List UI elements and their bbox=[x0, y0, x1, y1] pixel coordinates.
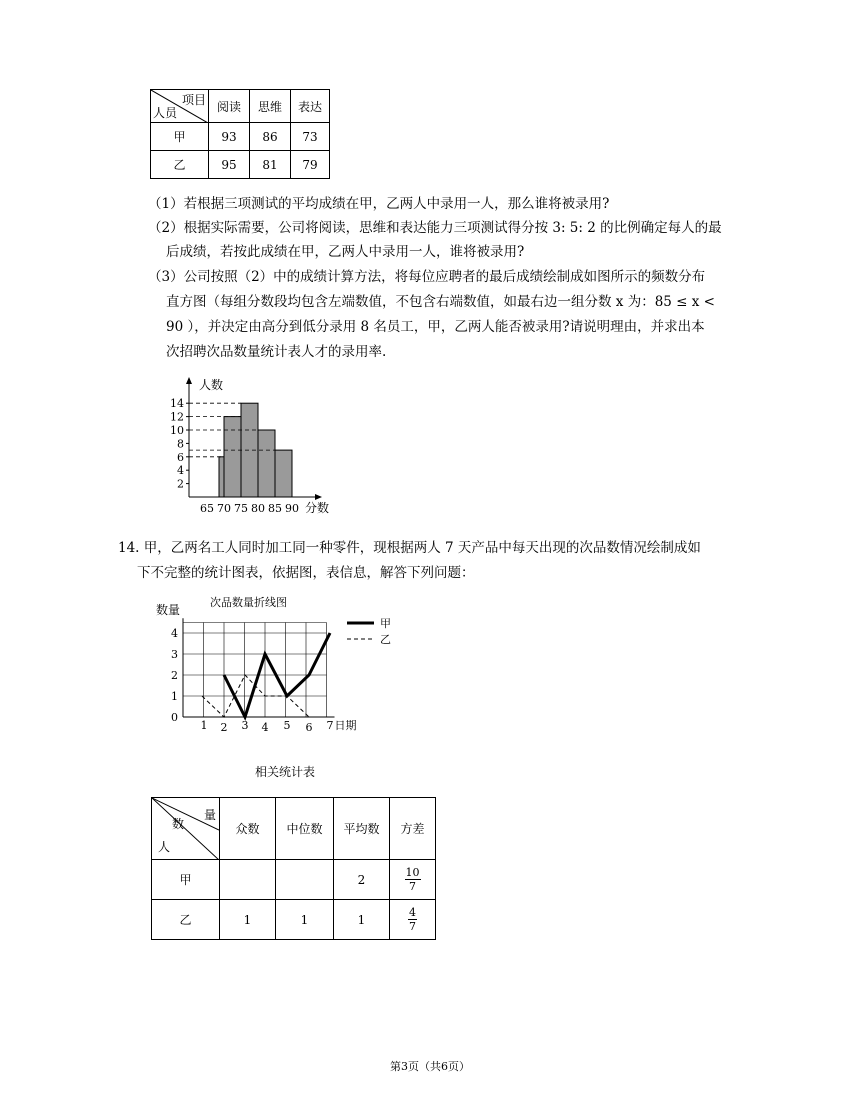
x-tick-label: 90 bbox=[285, 502, 299, 515]
variance-cell bbox=[390, 860, 436, 900]
corner-bottom-label: 人员 bbox=[153, 106, 178, 120]
cell: 73 bbox=[291, 123, 330, 151]
x-tick-label: 5 bbox=[283, 719, 291, 732]
cell: 81 bbox=[250, 151, 291, 179]
row-name: 甲 bbox=[152, 860, 220, 900]
x-tick-label: 80 bbox=[251, 502, 265, 515]
x-tick-label: 4 bbox=[261, 721, 269, 734]
median-cell: 1 bbox=[276, 900, 334, 940]
row-name: 甲 bbox=[151, 123, 209, 151]
y-tick-label: 12 bbox=[170, 410, 184, 424]
x-axis-label: 日期 bbox=[334, 719, 357, 732]
page-footer: 第3页（共6页） bbox=[390, 1060, 470, 1073]
mean-cell: 2 bbox=[334, 860, 390, 900]
cell: 93 bbox=[209, 123, 250, 151]
histogram-chart bbox=[165, 375, 345, 520]
header-cell: 阅读 bbox=[209, 90, 250, 123]
x-axis-label: 分数 bbox=[305, 501, 330, 515]
q13-part3-line3: 90 ），并决定由高分到低分录用 8 名员工，甲，乙两人能否被录用?请说明理由，并求出本 bbox=[166, 319, 705, 335]
histogram-bar bbox=[275, 450, 292, 497]
histogram-bar bbox=[258, 430, 275, 497]
y-tick-label: 1 bbox=[171, 690, 178, 703]
q13-part3-line2: 直方图（每组分数段均包含左端数值，不包含右端数值，如最右边一组分数 x 为：85 ≤ x < bbox=[166, 294, 715, 310]
histogram-bar bbox=[224, 417, 241, 497]
y-tick-label: 2 bbox=[171, 669, 178, 682]
mean-cell: 1 bbox=[334, 900, 390, 940]
q13-part1: （1）若根据三项测试的平均成绩在甲，乙两人中录用一人，那么谁将被录用? bbox=[148, 196, 610, 212]
score-table bbox=[150, 89, 330, 179]
y-tick-label: 3 bbox=[171, 648, 178, 661]
fraction-denominator: 7 bbox=[409, 880, 416, 893]
x-tick-label: 6 bbox=[305, 721, 313, 734]
stats-corner-cell bbox=[152, 798, 220, 860]
q13-part2-line1: （2）根据实际需要，公司将阅读，思维和表达能力三项测试得分按 3: 5: 2 的比例确定每人的最 bbox=[148, 220, 722, 236]
cell: 95 bbox=[209, 151, 250, 179]
mode-cell bbox=[220, 860, 276, 900]
fraction-numerator: 10 bbox=[405, 866, 420, 879]
y-tick-label: 10 bbox=[170, 424, 184, 437]
corner-label-bottom: 人 bbox=[158, 840, 171, 854]
y-tick-label: 14 bbox=[170, 397, 184, 411]
y-tick-label: 0 bbox=[171, 711, 178, 724]
q13-part2-line2: 后成绩，若按此成绩在甲，乙两人中录用一人，谁将被录用? bbox=[166, 244, 525, 260]
header-cell: 众数 bbox=[220, 798, 276, 860]
defect-line-chart bbox=[150, 590, 410, 740]
header-cell: 思维 bbox=[250, 90, 291, 123]
x-tick-label: 75 bbox=[234, 502, 248, 515]
y-tick-label: 4 bbox=[171, 627, 178, 640]
legend-label-jia: 甲 bbox=[380, 617, 391, 630]
x-tick-label: 1 bbox=[200, 719, 208, 732]
q13-part3-line1: （3）公司按照（2）中的成绩计算方法，将每位应聘者的最后成绩绘制成如图所示的频数分布 bbox=[148, 269, 706, 285]
x-tick-label: 85 bbox=[268, 502, 282, 515]
y-tick-label: 2 bbox=[177, 477, 184, 491]
corner-top-label: 项目 bbox=[181, 93, 206, 107]
y-axis-arrow bbox=[186, 377, 192, 384]
header-cell: 平均数 bbox=[334, 798, 390, 860]
x-tick-label: 2 bbox=[220, 721, 228, 734]
table-row bbox=[152, 900, 436, 940]
q14-line1: 14. 甲，乙两名工人同时加工同一种零件，现根据两人 7 天产品中每天出现的次品数情况绘制成如 bbox=[118, 540, 701, 556]
y-tick-label: 4 bbox=[177, 464, 184, 478]
variance-fraction bbox=[408, 906, 417, 933]
x-tick-label: 7 bbox=[326, 719, 334, 732]
x-tick-label: 70 bbox=[217, 502, 231, 515]
mode-cell: 1 bbox=[220, 900, 276, 940]
q13-part3-line4: 次招聘次品数量统计表人才的录用率. bbox=[166, 344, 387, 360]
x-tick-label: 65 bbox=[200, 502, 214, 515]
histogram-bar bbox=[219, 457, 224, 497]
table-corner-cell bbox=[151, 90, 209, 123]
row-name: 乙 bbox=[152, 900, 220, 940]
variance-cell bbox=[390, 900, 436, 940]
corner-label-mid: 数 bbox=[172, 817, 185, 831]
stats-table-title: 相关统计表 bbox=[255, 765, 316, 779]
x-tick-label: 3 bbox=[241, 719, 249, 732]
cell: 79 bbox=[291, 151, 330, 179]
table-row bbox=[152, 860, 436, 900]
x-axis-arrow bbox=[315, 494, 322, 500]
legend-label-yi: 乙 bbox=[380, 633, 391, 646]
fraction-numerator: 4 bbox=[409, 906, 416, 919]
y-axis-label: 数量 bbox=[156, 603, 181, 617]
y-tick-label: 8 bbox=[177, 437, 184, 451]
variance-fraction bbox=[405, 866, 421, 893]
row-name: 乙 bbox=[151, 151, 209, 179]
y-axis-label: 人数 bbox=[199, 378, 224, 392]
stats-table bbox=[151, 797, 436, 940]
table-row bbox=[151, 151, 330, 179]
table-row bbox=[151, 123, 330, 151]
corner-label-top: 量 bbox=[204, 808, 217, 822]
y-tick-label: 6 bbox=[177, 450, 184, 464]
median-cell bbox=[276, 860, 334, 900]
cell: 86 bbox=[250, 123, 291, 151]
chart-title: 次品数量折线图 bbox=[210, 596, 287, 609]
header-cell: 方差 bbox=[390, 798, 436, 860]
header-cell: 中位数 bbox=[276, 798, 334, 860]
fraction-denominator: 7 bbox=[409, 920, 416, 933]
q14-line2: 下不完整的统计图表，依据图，表信息，解答下列问题： bbox=[137, 565, 475, 581]
header-cell: 表达 bbox=[291, 90, 330, 123]
